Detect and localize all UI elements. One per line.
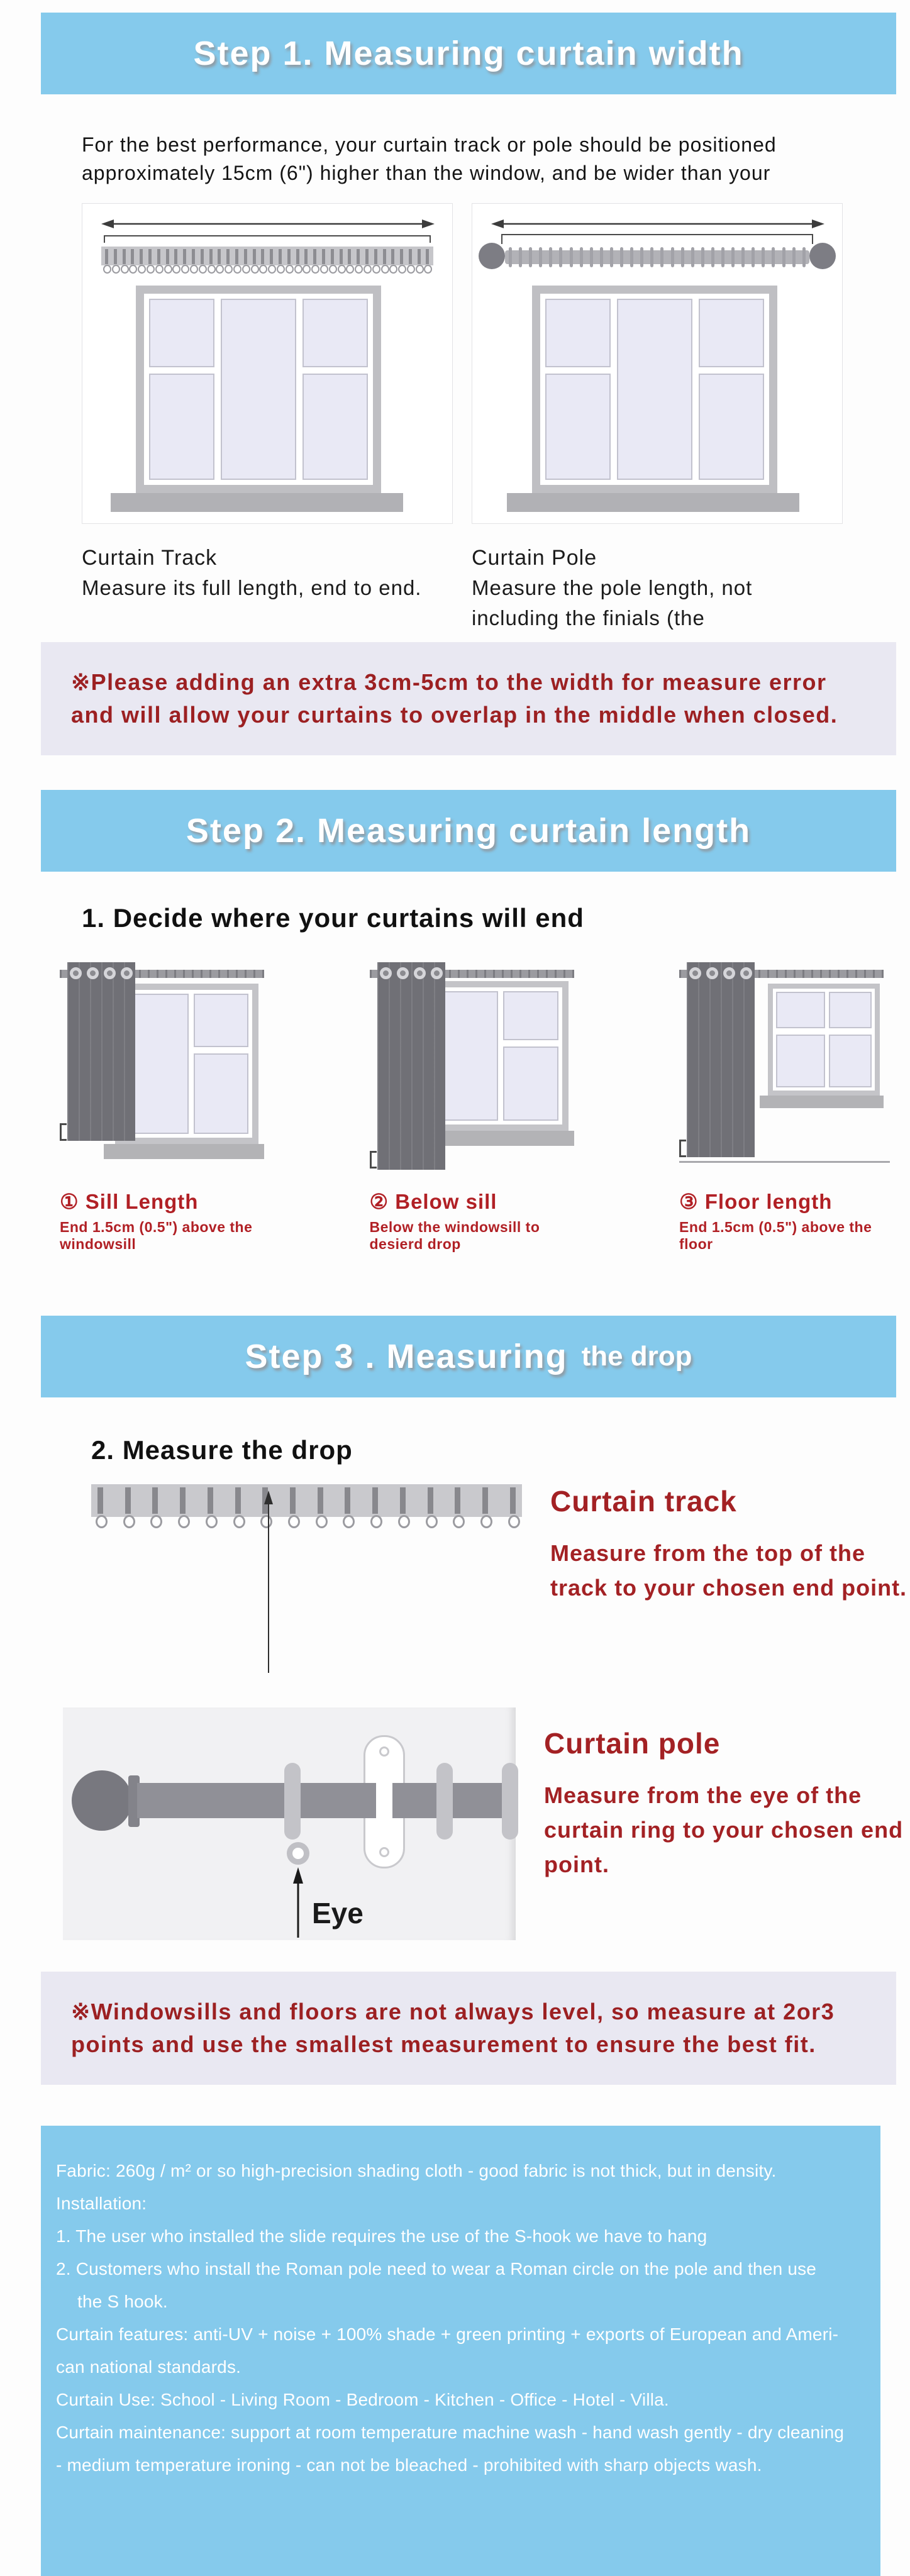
window-center-column bbox=[617, 299, 692, 480]
hook-icon bbox=[97, 1487, 103, 1514]
width-note-box bbox=[41, 642, 896, 755]
windowsill bbox=[111, 493, 403, 512]
track-drop-title: Curtain track bbox=[550, 1485, 737, 1518]
grommet-icon bbox=[104, 967, 116, 979]
ring-icon bbox=[762, 247, 765, 267]
up-arrow-icon bbox=[291, 1867, 306, 1938]
track-hooks bbox=[105, 249, 430, 264]
step1-intro-line2: approximately 15cm (6") higher than the window, and be wider than your bbox=[82, 162, 771, 184]
ring-icon bbox=[610, 247, 613, 267]
grommet-icon bbox=[723, 967, 735, 979]
option2-desc: Below the windowsill to desierd drop bbox=[369, 1219, 540, 1252]
hook-icon bbox=[400, 1487, 406, 1514]
ring-icon bbox=[802, 247, 806, 267]
track-caption-body: Measure its full length, end to end. bbox=[82, 576, 422, 599]
detail-installation: Installation: bbox=[56, 2194, 147, 2213]
hook-icon bbox=[279, 249, 282, 264]
ring-icon bbox=[529, 247, 532, 267]
window-right-column bbox=[699, 299, 764, 480]
hook-icon bbox=[322, 249, 325, 264]
hook-icon bbox=[455, 1487, 460, 1514]
step1-intro-line1: For the best performance, your curtain track or pole should be positioned bbox=[82, 133, 777, 156]
pole-caption bbox=[472, 543, 862, 633]
curtain-track-bar bbox=[101, 247, 433, 265]
step1-banner-title: Step 1. Measuring curtain width bbox=[193, 35, 744, 72]
ring-icon bbox=[640, 247, 643, 267]
ring-icon bbox=[681, 247, 684, 267]
step3-banner-title: Step 3 . Measuring bbox=[245, 1338, 568, 1375]
ring-icon bbox=[721, 247, 724, 267]
curtain-pole-bar bbox=[505, 250, 809, 264]
pole-drop-line1: Measure from the eye of the bbox=[544, 1782, 862, 1808]
pole-drop-text bbox=[544, 1726, 903, 1940]
hook-icon bbox=[209, 249, 213, 264]
grommet-icon bbox=[431, 967, 443, 979]
double-arrow-icon bbox=[101, 218, 435, 230]
hook-icon bbox=[348, 249, 351, 264]
bracket-icon bbox=[501, 234, 813, 244]
hook-icon bbox=[287, 249, 291, 264]
option-sill-length bbox=[60, 958, 264, 1253]
pole-caption-line1: Measure the pole length, not bbox=[472, 576, 753, 599]
grommet-icon bbox=[397, 967, 409, 979]
ring-icon bbox=[502, 1763, 518, 1840]
eye-ring-icon bbox=[287, 1842, 309, 1865]
grommet-icon bbox=[380, 967, 392, 979]
ring-icon bbox=[671, 247, 674, 267]
ring-icon bbox=[284, 1763, 301, 1840]
track-drop-row bbox=[91, 1484, 910, 1673]
detail-maintenance-2: - medium temperature ironing - can not be bleached - prohibited with sharp objects wash. bbox=[56, 2455, 762, 2475]
track-drop-figure bbox=[91, 1484, 522, 1673]
ring-icon bbox=[701, 247, 704, 267]
detail-install-2: 2. Customers who install the Roman pole need to wear a Roman circle on the pole and then use bbox=[56, 2259, 817, 2279]
grommet-icon bbox=[87, 967, 99, 979]
window-left-column bbox=[149, 299, 214, 480]
hook-icon bbox=[340, 249, 343, 264]
track-caption bbox=[82, 543, 472, 633]
hook-icon bbox=[428, 1487, 433, 1514]
hook-icon bbox=[365, 249, 369, 264]
ring-icon bbox=[630, 247, 633, 267]
ring-icon bbox=[650, 247, 653, 267]
hook-icon bbox=[157, 249, 160, 264]
step3-heading: 2. Measure the drop bbox=[91, 1435, 353, 1465]
sill-length-figure bbox=[60, 958, 264, 1175]
level-note-box bbox=[41, 1972, 896, 2085]
hook-icon bbox=[482, 1487, 488, 1514]
screw-icon bbox=[379, 1847, 389, 1857]
ring-icon bbox=[772, 247, 775, 267]
ring-icon bbox=[731, 247, 735, 267]
ring-icon bbox=[782, 247, 785, 267]
ring-icon bbox=[549, 247, 552, 267]
width-note-line1: ※Please adding an extra 3cm-5cm to the width for measure error bbox=[71, 669, 827, 695]
pole-caption-title: Curtain Pole bbox=[472, 546, 597, 570]
hook-icon bbox=[123, 249, 126, 264]
detail-features-2: can national standards. bbox=[56, 2357, 241, 2377]
ring-icon bbox=[711, 247, 714, 267]
width-note-line2: and will allow your curtains to overlap in the middle when closed. bbox=[71, 702, 838, 728]
pole-drop-row bbox=[63, 1707, 910, 1940]
ring-icon bbox=[620, 247, 623, 267]
hook-icon bbox=[510, 1487, 516, 1514]
window-illustration bbox=[768, 984, 880, 1096]
option1-desc: End 1.5cm (0.5") above the windowsill bbox=[60, 1219, 253, 1252]
ring-icon bbox=[519, 247, 522, 267]
detail-fabric: Fabric: 260g / m² or so high-precision shading cloth - good fabric is not thick, but in density. bbox=[56, 2161, 777, 2180]
hook-icon bbox=[345, 1487, 350, 1514]
hook-icon bbox=[235, 1487, 241, 1514]
detail-maintenance: Curtain maintenance: support at room temperature machine wash - hand wash gently - dry cleaning bbox=[56, 2423, 845, 2442]
pole-drop-title: Curtain pole bbox=[544, 1727, 721, 1760]
grommet-icon bbox=[689, 967, 701, 979]
track-drop-text bbox=[550, 1484, 907, 1673]
hook-icon bbox=[192, 249, 195, 264]
windowsill bbox=[507, 493, 799, 512]
step1-banner bbox=[41, 13, 896, 94]
screw-icon bbox=[379, 1746, 389, 1757]
finial-icon bbox=[72, 1770, 132, 1831]
hook-icon bbox=[174, 249, 177, 264]
hook-icon bbox=[383, 249, 386, 264]
step3-banner bbox=[41, 1316, 896, 1397]
eye-label: Eye bbox=[312, 1897, 363, 1929]
ring-icon bbox=[559, 247, 562, 267]
hook-icon bbox=[357, 249, 360, 264]
track-drop-line1: Measure from the top of the bbox=[550, 1540, 866, 1566]
hook-icon bbox=[148, 249, 152, 264]
ring-icon bbox=[570, 247, 573, 267]
grommet-icon bbox=[121, 967, 133, 979]
hook-icon bbox=[253, 249, 256, 264]
hook-icon bbox=[400, 249, 403, 264]
ring-icon bbox=[590, 247, 593, 267]
ring-icon bbox=[600, 247, 603, 267]
hook-icon bbox=[180, 1487, 186, 1514]
measure-mark-icon bbox=[370, 1151, 377, 1169]
hook-icon bbox=[261, 249, 264, 264]
length-options bbox=[60, 958, 884, 1253]
hook-icon bbox=[114, 249, 117, 264]
window-illustration bbox=[532, 286, 777, 493]
grommet-icon bbox=[70, 967, 82, 979]
hook-icon bbox=[218, 249, 221, 264]
ring-icon bbox=[660, 247, 663, 267]
step2-banner bbox=[41, 790, 896, 872]
detail-features: Curtain features: anti-UV + noise + 100% shade + green printing + exports of European and Ameri- bbox=[56, 2324, 839, 2344]
below-sill-figure bbox=[370, 958, 574, 1175]
hook-icon bbox=[244, 249, 247, 264]
hook-icon bbox=[131, 249, 134, 264]
window-illustration bbox=[425, 981, 569, 1131]
track-hooks bbox=[97, 1487, 516, 1514]
hook-icon bbox=[391, 249, 394, 264]
option-below-sill bbox=[370, 958, 574, 1253]
hook-icon bbox=[318, 1487, 323, 1514]
window-illustration bbox=[115, 984, 258, 1144]
floor-line bbox=[679, 1161, 890, 1163]
up-arrow-icon bbox=[262, 1491, 275, 1673]
wall-bracket-slot bbox=[376, 1774, 392, 1829]
hook-icon bbox=[201, 249, 204, 264]
track-drop-line2: track to your chosen end point. bbox=[550, 1575, 907, 1601]
curtain-panel bbox=[67, 962, 135, 1141]
option3-desc: End 1.5cm (0.5") above the floor bbox=[679, 1219, 872, 1252]
hook-icon bbox=[426, 249, 429, 264]
window-illustration bbox=[136, 286, 381, 493]
hook-icon bbox=[140, 249, 143, 264]
ring-icon bbox=[691, 247, 694, 267]
hook-icon bbox=[418, 249, 421, 264]
ring-icon bbox=[509, 247, 512, 267]
hook-icon bbox=[290, 1487, 296, 1514]
hook-icon bbox=[183, 249, 186, 264]
hook-icon bbox=[296, 249, 299, 264]
hook-icon bbox=[313, 249, 316, 264]
grommet-icon bbox=[414, 967, 426, 979]
finial-icon bbox=[809, 243, 836, 269]
pole-drop-figure bbox=[63, 1707, 516, 1940]
ring-icon bbox=[580, 247, 583, 267]
hook-icon bbox=[331, 249, 334, 264]
product-details bbox=[41, 2126, 880, 2576]
pole-bar bbox=[137, 1783, 516, 1818]
curtain-track-window-figure bbox=[82, 203, 453, 524]
pole-caption-line2: including the finials (the bbox=[472, 606, 705, 630]
window-left-column bbox=[545, 299, 611, 480]
detail-use: Curtain Use: School - Living Room - Bedroom - Kitchen - Office - Hotel - Villa. bbox=[56, 2390, 669, 2409]
curtain-panel bbox=[687, 962, 755, 1157]
step1-intro bbox=[82, 131, 910, 187]
measure-mark-icon bbox=[60, 1123, 67, 1141]
option2-title: ② Below sill bbox=[369, 1190, 497, 1213]
pole-rings bbox=[509, 247, 806, 267]
double-arrow-icon bbox=[491, 218, 824, 230]
hook-icon bbox=[235, 249, 238, 264]
bracket-icon bbox=[104, 235, 431, 243]
hook-icon bbox=[166, 249, 169, 264]
window-center-column bbox=[221, 299, 296, 480]
step2-heading: 1. Decide where your curtains will end bbox=[82, 903, 584, 933]
grommet-icon bbox=[706, 967, 718, 979]
finial-icon bbox=[479, 243, 505, 269]
floor-length-figure bbox=[679, 958, 884, 1175]
ring-icon bbox=[436, 1763, 453, 1840]
curtain-track-bar bbox=[91, 1484, 522, 1517]
hook-icon bbox=[208, 1487, 213, 1514]
ring-icon bbox=[539, 247, 542, 267]
level-note-line2: points and use the smallest measurement to ensure the best fit. bbox=[71, 2031, 816, 2057]
curtain-pole-window-figure bbox=[472, 203, 843, 524]
hook-icon bbox=[374, 249, 377, 264]
hook-icon bbox=[304, 249, 308, 264]
measure-mark-icon bbox=[679, 1140, 686, 1157]
level-note-line1: ※Windowsills and floors are not always level, so measure at 2or3 bbox=[71, 1999, 835, 2024]
detail-install-2b: the S hook. bbox=[77, 2292, 168, 2311]
window-right-column bbox=[302, 299, 368, 480]
hook-icon bbox=[152, 1487, 158, 1514]
option3-title: ③ Floor length bbox=[679, 1190, 833, 1213]
step2-banner-title: Step 2. Measuring curtain length bbox=[186, 812, 752, 850]
ring-icon bbox=[752, 247, 755, 267]
step3-banner-subtitle: the drop bbox=[581, 1341, 692, 1372]
pole-drop-line2: curtain ring to your chosen end bbox=[544, 1817, 904, 1843]
option-floor-length bbox=[679, 958, 884, 1253]
hook-icon bbox=[226, 249, 230, 264]
ring-icon bbox=[792, 247, 796, 267]
grommet-icon bbox=[740, 967, 752, 979]
windowsill bbox=[760, 1096, 884, 1108]
ring-icon bbox=[741, 247, 745, 267]
curtain-panel bbox=[377, 962, 445, 1170]
hook-icon bbox=[372, 1487, 378, 1514]
step1-captions bbox=[82, 543, 910, 633]
windowsill bbox=[104, 1144, 264, 1159]
hook-icon bbox=[270, 249, 273, 264]
hook-icon bbox=[409, 249, 412, 264]
detail-install-1: 1. The user who installed the slide requires the use of the S-hook we have to hang bbox=[56, 2226, 707, 2246]
step1-diagrams bbox=[82, 203, 910, 524]
option1-title: ① Sill Length bbox=[60, 1190, 199, 1213]
track-caption-title: Curtain Track bbox=[82, 546, 218, 570]
pole-drop-line3: point. bbox=[544, 1852, 609, 1877]
hook-icon bbox=[105, 249, 108, 264]
hook-icon bbox=[125, 1487, 131, 1514]
